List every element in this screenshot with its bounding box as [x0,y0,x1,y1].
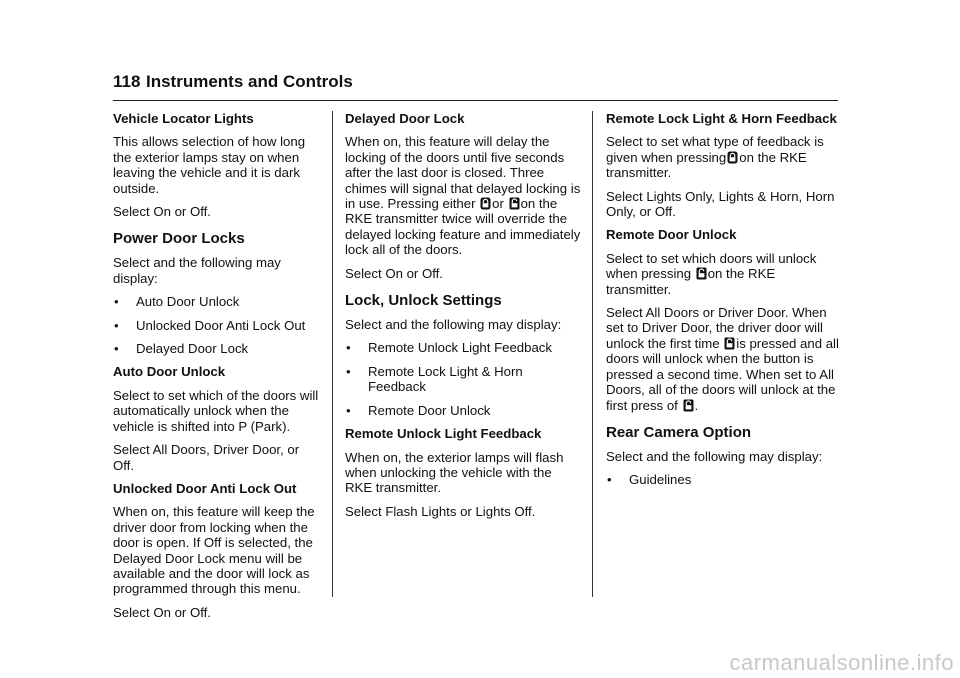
unlock-icon [509,197,520,210]
remote-lock-body: Select to set what type of feedback is given when pressing on the RKE transmitter. [606,134,824,181]
vehicle-locator-body: This allows selection of how long the exterior lamps stay on when leaving the vehicle and it is dark outside. [113,134,306,196]
list-item: • Delayed Door Lock [114,341,249,357]
section-title: Instruments and Controls [146,72,353,91]
list-item: • Guidelines [607,472,692,488]
list-item: • Remote Door Unlock [346,402,491,418]
bullet-marker: • [114,341,119,357]
list-item: • Remote Unlock Light Feedback [346,340,552,356]
anti-lock-heading: Unlocked Door Anti Lock Out [113,480,297,496]
column-divider [332,111,333,597]
rear-camera-intro: Select and the following may display: [606,448,823,464]
column-divider [592,111,593,597]
bullet-marker: • [346,402,351,418]
delayed-lock-body: When on, this feature will delay the locking of the doors until five seconds after the last door is closed. Three chimes will signal that delayed locking is in use. Pressing either or on the RKE transmitter twice will override the delayed locking feature and immediately lock all of the doors. [345,134,581,258]
unlock-icon [683,399,694,412]
bullet-marker: • [346,363,351,379]
column-1 [113,111,323,628]
list-item: • Remote Lock Light & Horn Feedback [346,363,523,395]
vehicle-locator-heading: Vehicle Locator Lights [113,111,254,126]
remote-door-body: Select to set which doors will unlock when pressing on the RKE transmitter. [606,250,817,297]
auto-unlock-heading: Auto Door Unlock [113,364,226,380]
remote-door-heading: Remote Door Unlock [606,227,737,243]
lock-icon [480,197,491,210]
auto-unlock-body: Select to set which of the doors will automatically unlock when the vehicle is shifted into P (Park). [113,387,319,434]
lock-icon [727,151,738,164]
list-item: • Auto Door Unlock [114,294,240,310]
unlock-icon [696,267,707,280]
remote-lock-select: Select Lights Only, Lights & Horn, Horn Only, or Off. [606,188,835,220]
remote-lock-heading: Remote Lock Light & Horn Feedback [606,111,837,126]
remote-unlock-select: Select Flash Lights or Lights Off. [345,503,536,519]
remote-door-select: Select All Doors or Driver Door. When set to Driver Door, the driver door will unlock the first time is pressed and all doors will unlock when the button is pressed a second time. When set to All Doors, all of the doors will unlock at the first press of . [606,305,839,413]
page-number: 118 [113,72,141,91]
delayed-lock-heading: Delayed Door Lock [345,111,465,126]
bullet-marker: • [114,317,119,333]
anti-lock-select: Select On or Off. [113,604,211,620]
lock-unlock-heading: Lock, Unlock Settings [345,292,502,310]
page-header [113,72,838,101]
watermark: carmanualsonline.info [729,650,954,675]
anti-lock-body: When on, this feature will keep the driver door from locking when the door is open. If Off is selected, the Delayed Door Lock menu will be available and the door will lock as programmed through this menu. [113,504,315,597]
power-door-locks-intro: Select and the following may display: [113,255,281,286]
auto-unlock-select: Select All Doors, Driver Door, or Off. [113,442,300,473]
remote-unlock-body: When on, the exterior lamps will flash when unlocking the vehicle with the RKE transmitter. [345,449,564,496]
bullet-marker: • [346,340,351,356]
delayed-lock-select: Select On or Off. [345,265,443,281]
list-item: • Unlocked Door Anti Lock Out [114,317,306,333]
lock-unlock-intro: Select and the following may display: [345,317,562,333]
vehicle-locator-select: Select On or Off. [113,204,211,220]
bullet-marker: • [607,472,612,488]
bullet-marker: • [114,294,119,310]
power-door-locks-heading: Power Door Locks [113,230,245,248]
column-3 [606,111,840,496]
rear-camera-heading: Rear Camera Option [606,423,752,441]
unlock-icon [724,337,735,350]
remote-unlock-heading: Remote Unlock Light Feedback [345,426,542,442]
column-2 [345,111,581,527]
